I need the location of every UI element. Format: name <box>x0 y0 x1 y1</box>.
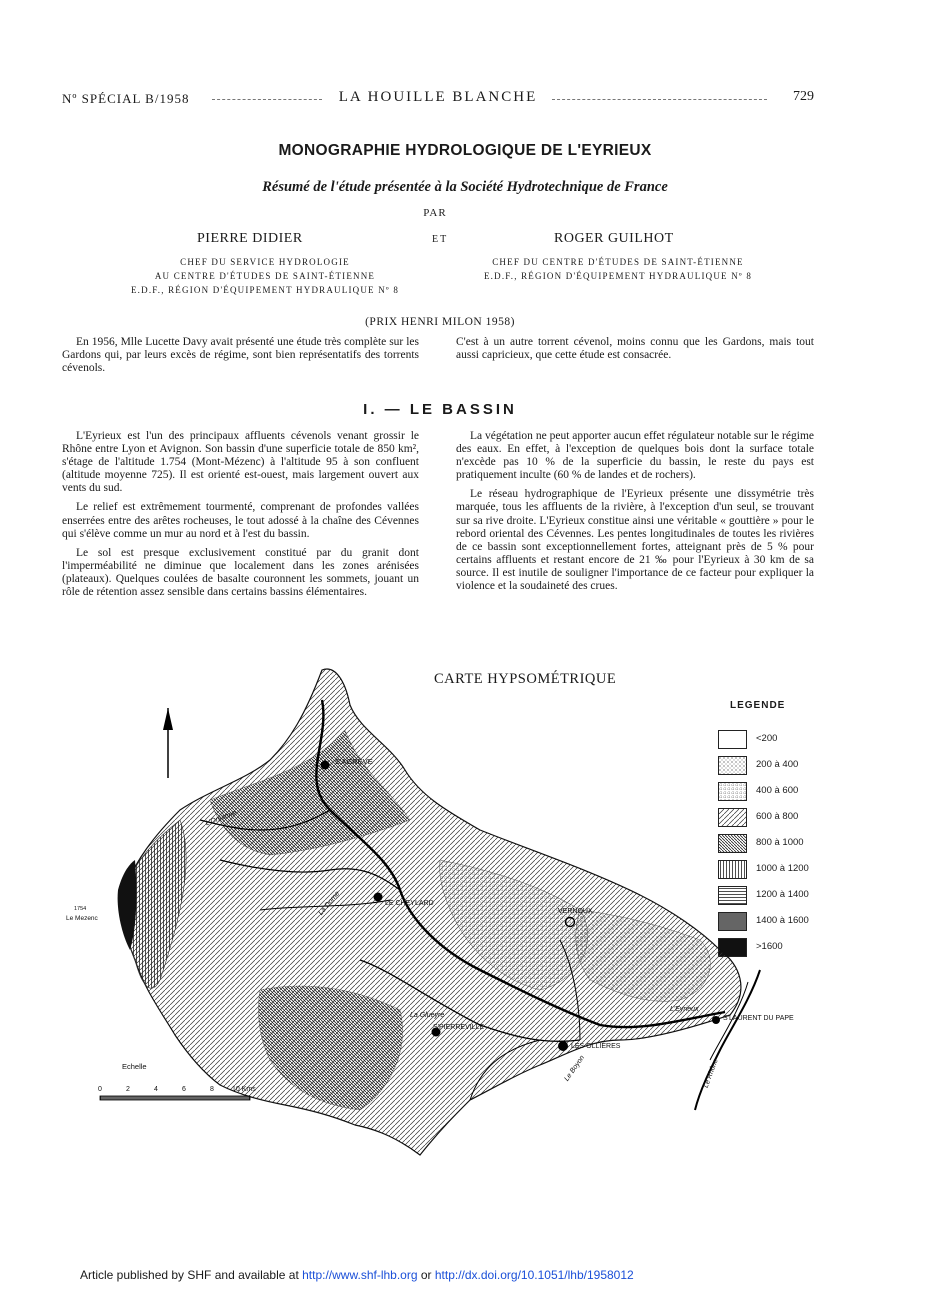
intro-left-text: En 1956, Mlle Lucette Davy avait présenté une étude très complète sur les Gardons qui, par leurs excès de régime, sont bien représentatifs des torrents cévenols. <box>62 336 419 375</box>
body-paragraph: L'Eyrieux est l'un des principaux affluents cévenols venant grossir le Rhône entre Lyon et Avignon. Son bassin d'une superficie totale de 850 km², s'étage de l'altitude 1.754 (Mont-Mézenc) à l'altitude 95 à son confluent (altitude moyenne 725). Il est orienté est-ouest, mais largement ouvert aux vents du sud. <box>62 430 419 495</box>
scale-tick: 2 <box>126 1086 130 1093</box>
scale-tick: 6 <box>182 1086 186 1093</box>
scale-tick: 4 <box>154 1086 158 1093</box>
scale-tick: 0 <box>98 1086 102 1093</box>
author-1-aff-line: AU CENTRE D'ÉTUDES DE SAINT-ÉTIENNE <box>154 271 376 281</box>
journal-name: LA HOUILLE BLANCHE <box>338 89 538 105</box>
basin-outline <box>122 669 741 1155</box>
map-drawing <box>60 660 800 1170</box>
legend-label: 400 à 600 <box>756 785 799 796</box>
author-1-affiliation <box>100 255 430 297</box>
doi-link[interactable]: http://dx.doi.org/10.1051/lhb/1958012 <box>434 1268 634 1282</box>
issue-label: Nº SPÉCIAL B/1958 <box>62 91 190 106</box>
intro-left <box>62 336 419 381</box>
town-marker <box>374 893 383 902</box>
header-rule-left <box>212 99 322 100</box>
legend-label: >1600 <box>756 941 783 952</box>
river-label: L'Orsanne <box>204 809 238 828</box>
legend-label: 1000 à 1200 <box>756 863 809 874</box>
author-2-aff-line: CHEF DU CENTRE D'ÉTUDES DE SAINT-ÉTIENNE <box>492 257 744 267</box>
body-left-column <box>62 430 419 605</box>
author-2-affiliation <box>448 255 788 283</box>
river-label: L'Eyrieux <box>670 1006 699 1013</box>
footer-text: or <box>417 1268 435 1282</box>
legend-label: 200 à 400 <box>756 759 799 770</box>
body-paragraph: Le sol est presque exclusivement constitué par du granit dont l'imperméabilité ne diminue que localement dans les zones arénisées (plateaux). Quelques coulées de basalte couronnent les sommets, jouant un rôle de rétention assez sensible dans certains bassins élémentaires. <box>62 546 419 599</box>
place-label: S'PIERREVILLE <box>433 1024 485 1031</box>
legend-label: <200 <box>756 733 778 744</box>
place-label: LES OLLIÈRES <box>571 1043 621 1050</box>
body-paragraph: La végétation ne peut apporter aucun effet régulateur notable sur le régime des eaux. En effet, à l'exception de quelques bois dont la surface totale n'excède pas 10 % de la superficie du bassin, le reste du pays est pratiquement inculte (60 % de landes et de rochers). <box>456 430 814 482</box>
shf-link[interactable]: http://www.shf-lhb.org <box>302 1268 418 1282</box>
river-label: La Glueyre <box>410 1012 445 1019</box>
body-right-column <box>456 430 814 599</box>
scale-tick: 10 Kms <box>232 1086 256 1093</box>
scale-bar <box>100 1096 250 1100</box>
by-label: PAR <box>423 207 447 219</box>
place-label: VERNOUX <box>558 908 593 915</box>
river-label: La Dorne <box>317 890 342 917</box>
scale-label: Echelle <box>122 1062 147 1071</box>
intro-right-text: C'est à un autre torrent cévenol, moins connu que les Gardons, mais tout aussi capricieux, que cette étude est consacrée. <box>456 336 814 362</box>
legend-label: 1200 à 1400 <box>756 889 809 900</box>
footer-text: Article published by SHF and available at <box>80 1268 303 1282</box>
place-label: LE CHEYLARD <box>385 900 434 907</box>
footer <box>80 1268 634 1282</box>
author-2-aff-line: E.D.F., RÉGION D'ÉQUIPEMENT HYDRAULIQUE Nº 8 <box>483 271 753 281</box>
north-arrow-head <box>163 708 173 730</box>
running-head <box>62 89 814 109</box>
page-number: 729 <box>793 89 814 104</box>
town-marker <box>712 1016 720 1024</box>
body-paragraph: Le réseau hydrographique de l'Eyrieux présente une dissymétrie très marquée, tous les affluents de la rivière, à l'exception d'un seul, se trouvant sur sa rive droite. L'Eyrieux constitue ainsi une véritable « gouttière » pour le rebord oriental des Cévennes. Les pentes longitudinales de toutes les rivières de ce bassin sont exceptionnellement fortes, atteignant près de 5 % pour certains affluents et restant encore de 21 ‰ pour l'Eyrieux à 30 km de sa source. Il est inutile de souligner l'importance de ce facteur pour expliquer la violence et la soudaineté des crues. <box>456 488 814 593</box>
river-label: Le Rhône <box>702 1058 720 1089</box>
body-paragraph: Le relief est extrêmement tourmenté, comprenant de profondes vallées enserrées entre des arêtes rocheuses, le tout adossé à la chaîne des Cévennes qui s'élève comme un mur au nord et à l'est du bassin. <box>62 501 419 540</box>
header-rule-right <box>552 99 767 100</box>
scale-tick: 8 <box>210 1086 214 1093</box>
legend-title: LEGENDE <box>730 700 786 711</box>
and-label: ET <box>432 234 449 245</box>
town-marker <box>321 761 330 770</box>
place-label: S'LAURENT DU PAPE <box>723 1015 794 1022</box>
hypsometric-map <box>60 660 800 1170</box>
map-title: CARTE HYPSOMÉTRIQUE <box>434 671 617 687</box>
article-subtitle: Résumé de l'étude présentée à la Société Hydrotechnique de France <box>262 179 668 195</box>
author-1-aff-line: CHEF DU SERVICE HYDROLOGIE <box>180 257 350 267</box>
prize-note: (PRIX HENRI MILON 1958) <box>365 316 515 328</box>
legend-label: 600 à 800 <box>756 811 799 822</box>
town-marker <box>558 1041 568 1051</box>
article-title: MONOGRAPHIE HYDROLOGIQUE DE L'EYRIEUX <box>278 142 652 159</box>
river-label: Le Boyon <box>563 1054 587 1083</box>
author-1-aff-line: E.D.F., RÉGION D'ÉQUIPEMENT HYDRAULIQUE Nº 8 <box>130 285 400 295</box>
place-label: Le Mezenc <box>66 915 98 922</box>
section-heading: I. — LE BASSIN <box>363 401 517 418</box>
author-2-name: ROGER GUILHOT <box>554 231 674 246</box>
place-label: S'AGRÈVE <box>335 757 373 766</box>
spot-height: 1754 <box>74 906 87 912</box>
intro-right <box>456 336 814 368</box>
legend-label: 1400 à 1600 <box>756 915 809 926</box>
author-1-name: PIERRE DIDIER <box>197 231 303 246</box>
legend-label: 800 à 1000 <box>756 837 804 848</box>
